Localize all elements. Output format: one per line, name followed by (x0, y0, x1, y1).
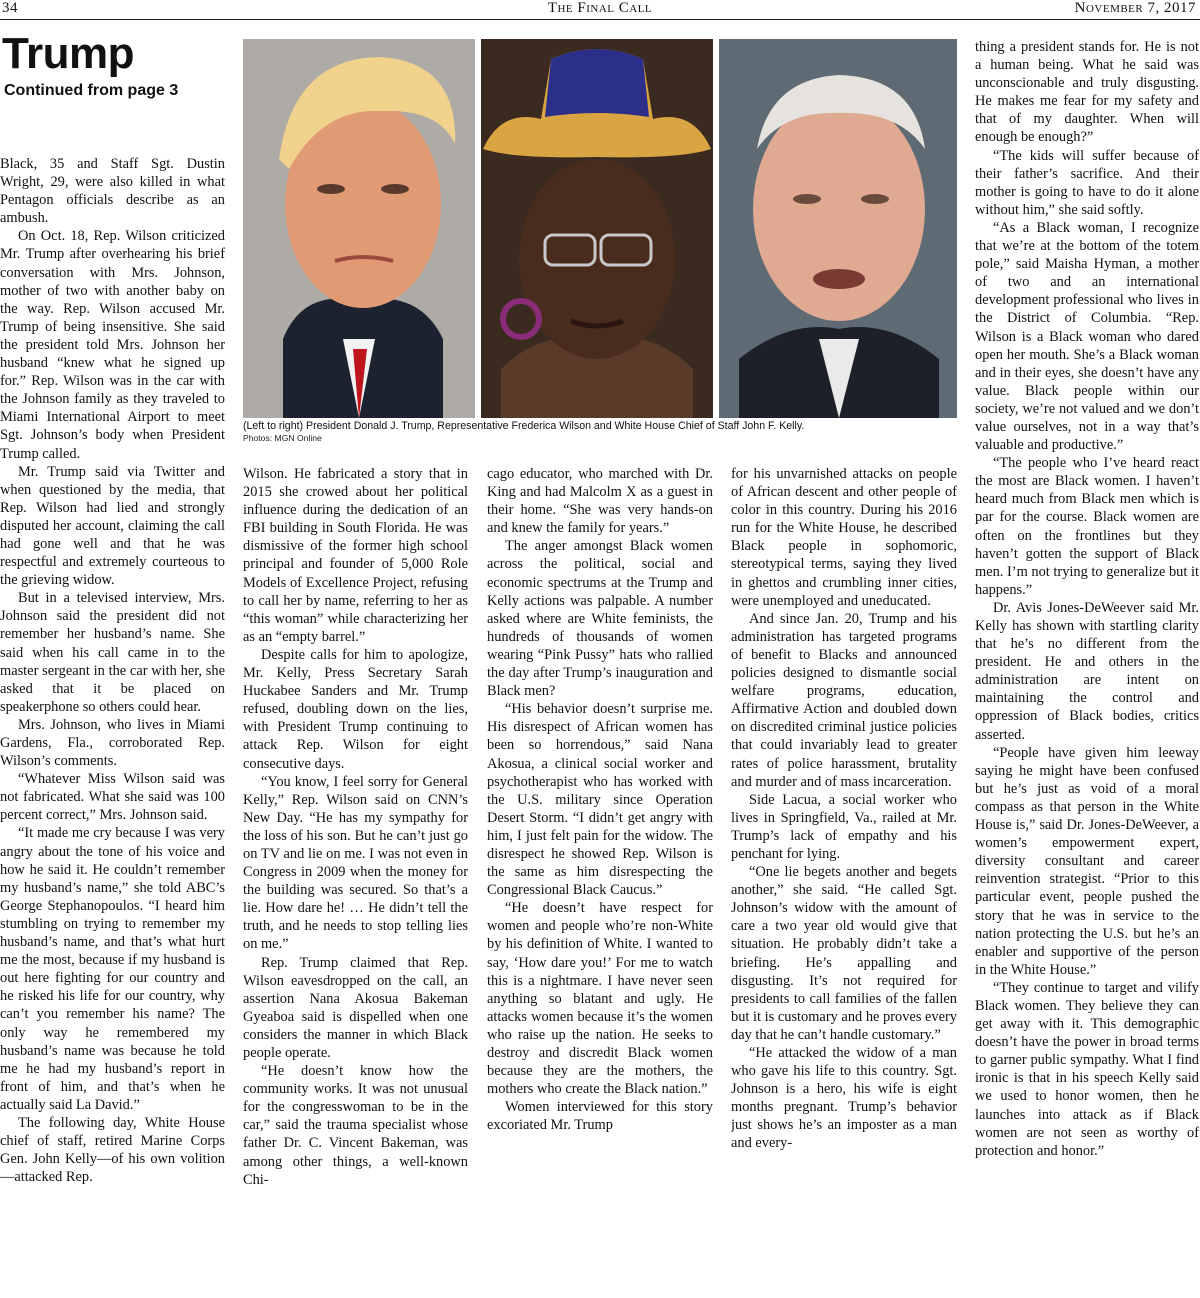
paragraph: Side Lacua, a social worker who lives in Springfield, Va., railed at Mr. Trump’s lack of empathy and his penchant for lying. (731, 791, 957, 862)
text-column-2 (243, 465, 468, 1298)
paragraph: On Oct. 18, Rep. Wilson criticized Mr. Trump after overhearing his brief conversation with Mrs. Johnson, mother of two with another baby on the way. Rep. Wilson accused Mr. Trump of being insensitive. She said the president told Mrs. Johnson her husband “knew what he signed up for.” Rep. Wilson was in the car with the Johnson family as they traveled to Miami International Airport to meet Sgt. Johnson’s body when President Trump called. (0, 228, 225, 462)
article-headline: Trump (2, 29, 134, 78)
portrait-photo-wilson (481, 39, 713, 418)
page-number: 34 (2, 0, 18, 16)
paragraph: Black, 35 and Staff Sgt. Dustin Wright, 29, were also killed in what Pentagon officials describe as an ambush. (0, 156, 225, 227)
paragraph: “They continue to target and vilify Black women. They believe they can get away with it. This demographic doesn’t have the power in broad terms to garner public sympathy. What I find ironic is that in his speech Kelly said we used to honor women, then he launches into attack as if Black women are not seen as worthy of protection and honor.” (975, 979, 1199, 1159)
paragraph: “His behavior doesn’t surprise me. His disrespect of African women has been so horrendous,” said Nana Akosua, a clinical social worker and psychotherapist who has worked with the U.S. military since Operation Desert Storm. “I didn’t get angry with him, I just felt pain for the widow. The disrespect he showed Rep. Wilson is the same as him disrespecting the Congressional Black Caucus.” (487, 701, 713, 899)
paragraph: for his unvarnished attacks on people of African descent and other people of color in this country. During his 2016 run for the White House, he described Black people in sophomoric, stereotypical terms, saying they lived in ghettos and crumbling inner cities, were unemployed and uneducated. (731, 466, 957, 609)
text-column-1 (0, 155, 225, 1298)
paragraph: Rep. Trump claimed that Rep. Wilson eavesdropped on the call, an assertion Nana Akosua Bakeman Gyeaboa said is dispelled when one considers the manner in which Black people operate. (243, 954, 468, 1061)
paragraph: Mr. Trump said via Twitter and when questioned by the media, that Rep. Wilson had lied and strongly disputed her account, claiming the call had gone well and that he was respectful and extremely courteous to the grieving widow. (0, 463, 225, 589)
paragraph: “The people who I’ve heard react the most are Black women. I haven’t heard much from Black men which is par for the course. Black women are often on the frontlines but they haven’t gotten the support of Black men. I’m not trying to generalize but it happens.” (975, 455, 1199, 598)
portrait-photo-kelly (719, 39, 957, 418)
paragraph: “People have given him leeway saying he might have been confused but he’s just as void of a moral compass as that person in the White House is,” said Dr. Jones-DeWeever, a women’s empowerment expert, diversity consultant and career reinvention strategist. “Prior to this particular event, people pushed the story that he was in service to the nation protecting the U.S. but he’s an enabler and supportive of the person in the White House.” (975, 744, 1199, 978)
paragraph: “One lie begets another and begets another,” she said. “He called Sgt. Johnson’s widow with the amount of care a two year old would give that situation. He probably didn’t take a briefing. He’s appalling and disgusting. It’s not required for presidents to call families of the fallen but it is customary and he proves every day that he can’t handle customary.” (731, 864, 957, 1043)
paragraph: “He doesn’t know how the community works. It was not unusual for the congresswoman to be in the car,” said the trauma specialist whose father Dr. C. Vincent Bakeman, was among other things, a well-known Chi- (243, 1063, 468, 1188)
paragraph: “As a Black woman, I recognize that we’re at the bottom of the totem pole,” said Maisha Hyman, a mother of two and an international development professional who lives in the District of Columbia. “Rep. Wilson is a Black woman who dared open her mouth. She’s a Black woman and in their eyes, she doesn’t have any value. Black people within our society, we’re not valued and we don’t value ourselves, not in a way that’s valuable and productive.” (975, 219, 1199, 454)
running-head (0, 0, 1200, 20)
paragraph: “You know, I feel sorry for General Kelly,” Rep. Wilson said on CNN’s New Day. “He has my sympathy for the loss of his son. But he can’t just go on TV and lie on me. I was not even in Congress in 2009 when the money for the building was secured. So that’s a lie. How dare he! … He didn’t tell the truth, and he needs to stop telling lies on me.” (243, 773, 468, 953)
paragraph: Dr. Avis Jones-DeWeever said Mr. Kelly has shown with startling clarity that he’s no different from the president. He and others in the administration are intent on maintaining the control and oppression of Black bodies, critics asserted. (975, 599, 1199, 743)
paragraph: “The kids will suffer because of their father’s sacrifice. And their mother is going to have to do it alone without him,” she said softly. (975, 147, 1199, 218)
paragraph: “Whatever Miss Wilson said was not fabricated. What she said was 100 percent correct,” Mrs. Johnson said. (0, 771, 225, 824)
photo-credit: Photos: MGN Online (243, 433, 322, 443)
paragraph: But in a televised interview, Mrs. Johnson said the president did not remember her husband’s name. She said when his call came in to the master sergeant in the car with her, she asked that it be placed on speakerphone so others could hear. (0, 590, 225, 715)
jump-line: Continued from page 3 (4, 82, 179, 99)
paragraph: The following day, White House chief of staff, retired Marine Corps Gen. John Kelly—of his own volition—attacked Rep. (0, 1114, 225, 1186)
paragraph: Wilson. He fabricated a story that in 2015 she crowed about her political influence during the dedication of an FBI building in South Florida. He was dismissive of the former high school principal and founder of 5,000 Role Models of Excellence Project, refusing to call her by name, referring to her as “this woman” while characterizing her as an “empty barrel.” (243, 466, 468, 645)
text-column-4 (731, 465, 957, 1298)
paragraph: “He doesn’t have respect for women and people who’re non-White by his definition of White. I wanted to say, ‘How dare you!’ For me to watch this is a nightmare. I have never seen anything so blatant and ugly. He attacks women because it’s the women who raise up the nation. He seeks to destroy and discredit Black women because they are the mothers, the mothers who create the Black nation.” (487, 900, 713, 1098)
paragraph: The anger amongst Black women across the political, social and economic spectrums at the Trump and Kelly actions was palpable. A number asked where are White feminists, the hundreds of thousands of women wearing “Pink Pussy” hats who rallied the day after Trump’s inauguration and Black men? (487, 538, 713, 700)
text-column-5 (975, 38, 1199, 1298)
paragraph: And since Jan. 20, Trump and his administration has targeted programs of benefit to Blacks and announced policies designed to dismantle social welfare programs, education, Affirmative Action and doubled down on discredited criminal justice policies that could invariably lead to greater rates of police harassment, brutality and murder and of mass incarceration. (731, 610, 957, 790)
publication-name: The Final Call (547, 0, 653, 16)
paragraph: Women interviewed for this story excoriated Mr. Trump (487, 1099, 713, 1134)
paragraph: Despite calls for him to apologize, Mr. Kelly, Press Secretary Sarah Huckabee Sanders and Mr. Trump refused, doubling down on the lies, with President Trump continuing to attack Rep. Wilson for eight consecutive days. (243, 646, 468, 772)
paragraph: cago educator, who marched with Dr. King and had Malcolm X as a guest in their home. “She was very hands-on and knew the family for years.” (487, 466, 713, 537)
paragraph: “It made me cry because I was very angry about the tone of his voice and how he said it. He couldn’t remember my husband’s name,” she told ABC’s George Stephanopoulos. “I heard him stumbling on trying to remember my husband’s name, and that’s what hurt me the most, because if my husband is out here fighting for our country and he risked his life for our country, why can’t you remember his name? The only way he remembered my husband’s name was because he told me he had my husband’s report in front of him, and that’s when he actually said La David.” (0, 825, 225, 1113)
paragraph: thing a president stands for. He is not a human being. What he said was unconscionable and truly disgusting. He makes me fear for my safety and that of my daughter. When will enough be enough?” (975, 39, 1199, 146)
issue-date: November 7, 2017 (1074, 0, 1196, 16)
portrait-photo-trump (243, 39, 475, 418)
paragraph: Mrs. Johnson, who lives in Miami Gardens, Fla., corroborated Rep. Wilson’s comments. (0, 716, 225, 770)
photo-caption: (Left to right) President Donald J. Trump, Representative Frederica Wilson and White House Chief of Staff John F. Kelly. (243, 420, 805, 432)
text-column-3 (487, 465, 713, 1298)
photo-strip (243, 39, 957, 418)
paragraph: “He attacked the widow of a man who gave his life to this country. Sgt. Johnson is a hero, his wife is eight months pregnant. Trump’s behavior just shows he’s an imposter as a man and every- (731, 1045, 957, 1152)
